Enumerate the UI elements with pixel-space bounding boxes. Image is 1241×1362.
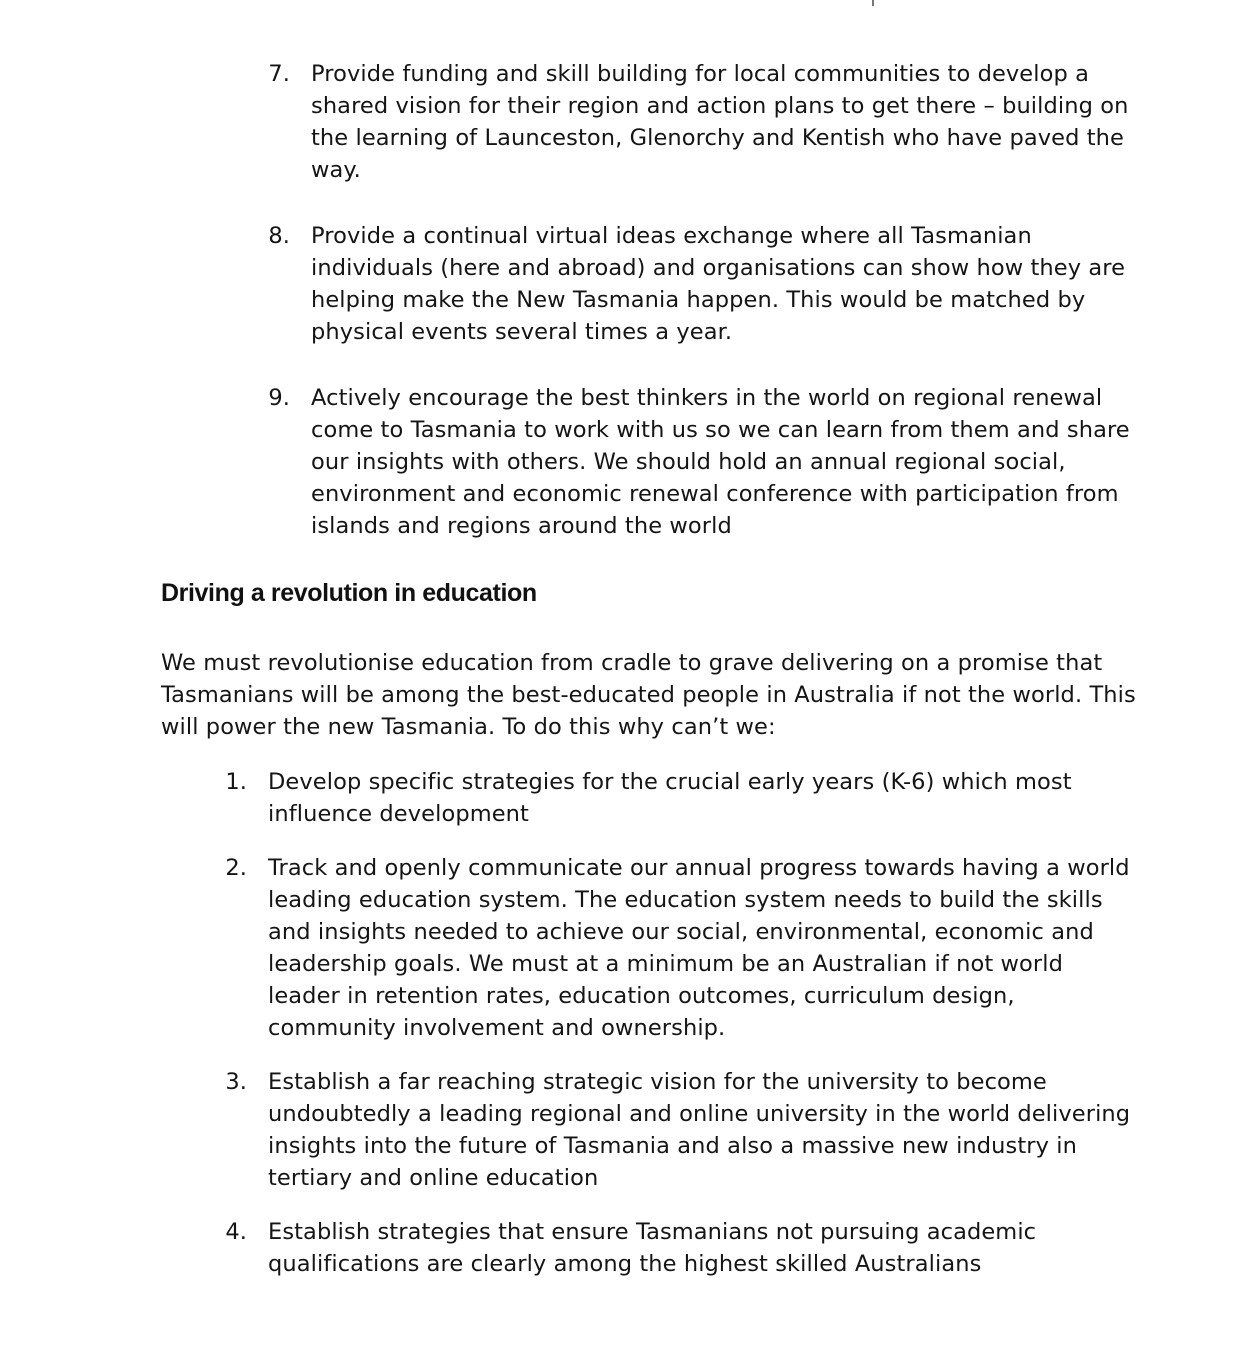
- list-item-number: 9.: [268, 385, 290, 411]
- list-item-number: 4.: [225, 1219, 247, 1245]
- list-item: [207, 852, 1137, 1044]
- list-item-text: Track and openly communicate our annual progress towards having a world leading education system. The education system needs to build the skills and insights needed to achieve our social, environmental, economic and leadership goals. We must at a minimum be an Australian if not world leader in retention rates, education outcomes, curriculum design, community involvement and ownership.: [268, 855, 1130, 1041]
- list-item-text: Establish a far reaching strategic vision for the university to become undoubtedly a leading regional and online university in the world delivering insights into the future of Tasmania and also a massive new industry in tertiary and online education: [268, 1069, 1131, 1191]
- list-item: [207, 1216, 1137, 1280]
- list-item-number: 1.: [225, 769, 247, 795]
- list-item-number: 8.: [268, 223, 290, 249]
- list-item: [250, 382, 1150, 542]
- list-item-text: Actively encourage the best thinkers in the world on regional renewal come to Tasmania to work with us so we can learn from them and share our insights with others. We should hold an annual regional social, environment and economic renewal conference with participation from islands and regions around the world: [311, 385, 1130, 539]
- list-item-text: Provide a continual virtual ideas exchange where all Tasmanian individuals (here and abroad) and organisations can show how they are helping make the New Tasmania happen. This would be matched by physical events several times a year.: [311, 223, 1126, 345]
- list-item-text: Provide funding and skill building for local communities to develop a shared vision for their region and action plans to get there – building on the learning of Launceston, Glenorchy and Kentish who have paved the way.: [311, 61, 1129, 183]
- numbered-list-education: [207, 766, 1137, 1302]
- list-item-number: 7.: [268, 61, 290, 87]
- numbered-list-regional: [250, 58, 1150, 576]
- scan-artifact-mark: [872, 0, 874, 6]
- list-item: [250, 58, 1150, 186]
- list-item-number: 2.: [225, 855, 247, 881]
- list-item: [207, 766, 1137, 830]
- list-item-number: 3.: [225, 1069, 247, 1095]
- intro-paragraph: We must revolutionise education from cradle to grave delivering on a promise that Tasmanians will be among the best-educated people in Australia if not the world. This will power the new Tasmania. To do this why can’t we:: [161, 650, 1136, 740]
- list-item-text: Establish strategies that ensure Tasmanians not pursuing academic qualifications are clearly among the highest skilled Australians: [268, 1219, 1037, 1277]
- list-item: [207, 1066, 1137, 1194]
- list-item: [250, 220, 1150, 348]
- list-item-text: Develop specific strategies for the crucial early years (K-6) which most influence development: [268, 769, 1072, 827]
- section-heading: Driving a revolution in education: [161, 579, 537, 607]
